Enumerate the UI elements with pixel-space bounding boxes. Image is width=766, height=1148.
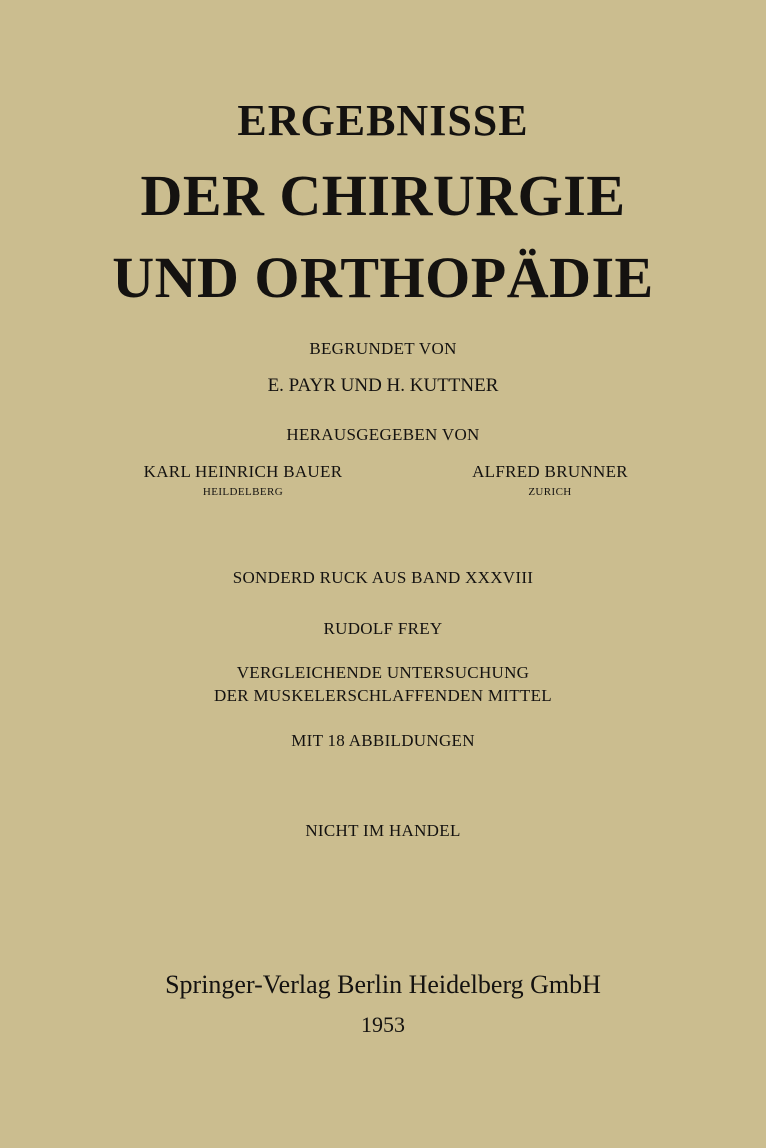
editor-place: ZURICH xyxy=(528,486,572,498)
illustrations-note: MIT 18 ABBILDUNGEN xyxy=(291,731,475,750)
work-title-line-1: VERGLEICHENDE UNTERSUCHUNG xyxy=(236,663,530,682)
editor-name: KARL HEINRICH BAUER xyxy=(143,462,343,481)
editor-place: HEILDELBERG xyxy=(202,486,284,498)
series-title-line-2: DER CHIRURGIE xyxy=(140,163,626,228)
series-title-line-1: ERGEBNISSE xyxy=(237,96,529,145)
author: RUDOLF FREY xyxy=(323,619,443,638)
editor-bauer xyxy=(118,463,368,498)
editor-name: ALFRED BRUNNER xyxy=(472,462,628,481)
work-title-line-2: DER MUSKELERSCHLAFFENDEN MITTEL xyxy=(214,686,552,705)
publication-year: 1953 xyxy=(361,1012,405,1037)
founded-by-label: BEGRUNDET VON xyxy=(309,339,457,358)
series-title-line-3: UND ORTHOPÄDIE xyxy=(112,245,654,310)
edited-by-label: HERAUSGEGEBEN VON xyxy=(286,425,480,444)
not-for-sale-note: NICHT IM HANDEL xyxy=(305,821,461,840)
editor-brunner xyxy=(440,463,660,498)
founders: E. PAYR UND H. KUTTNER xyxy=(267,375,499,396)
publisher: Springer-Verlag Berlin Heidelberg GmbH xyxy=(165,970,601,999)
reprint-note: SONDERD RUCK AUS BAND XXXVIII xyxy=(232,568,534,587)
